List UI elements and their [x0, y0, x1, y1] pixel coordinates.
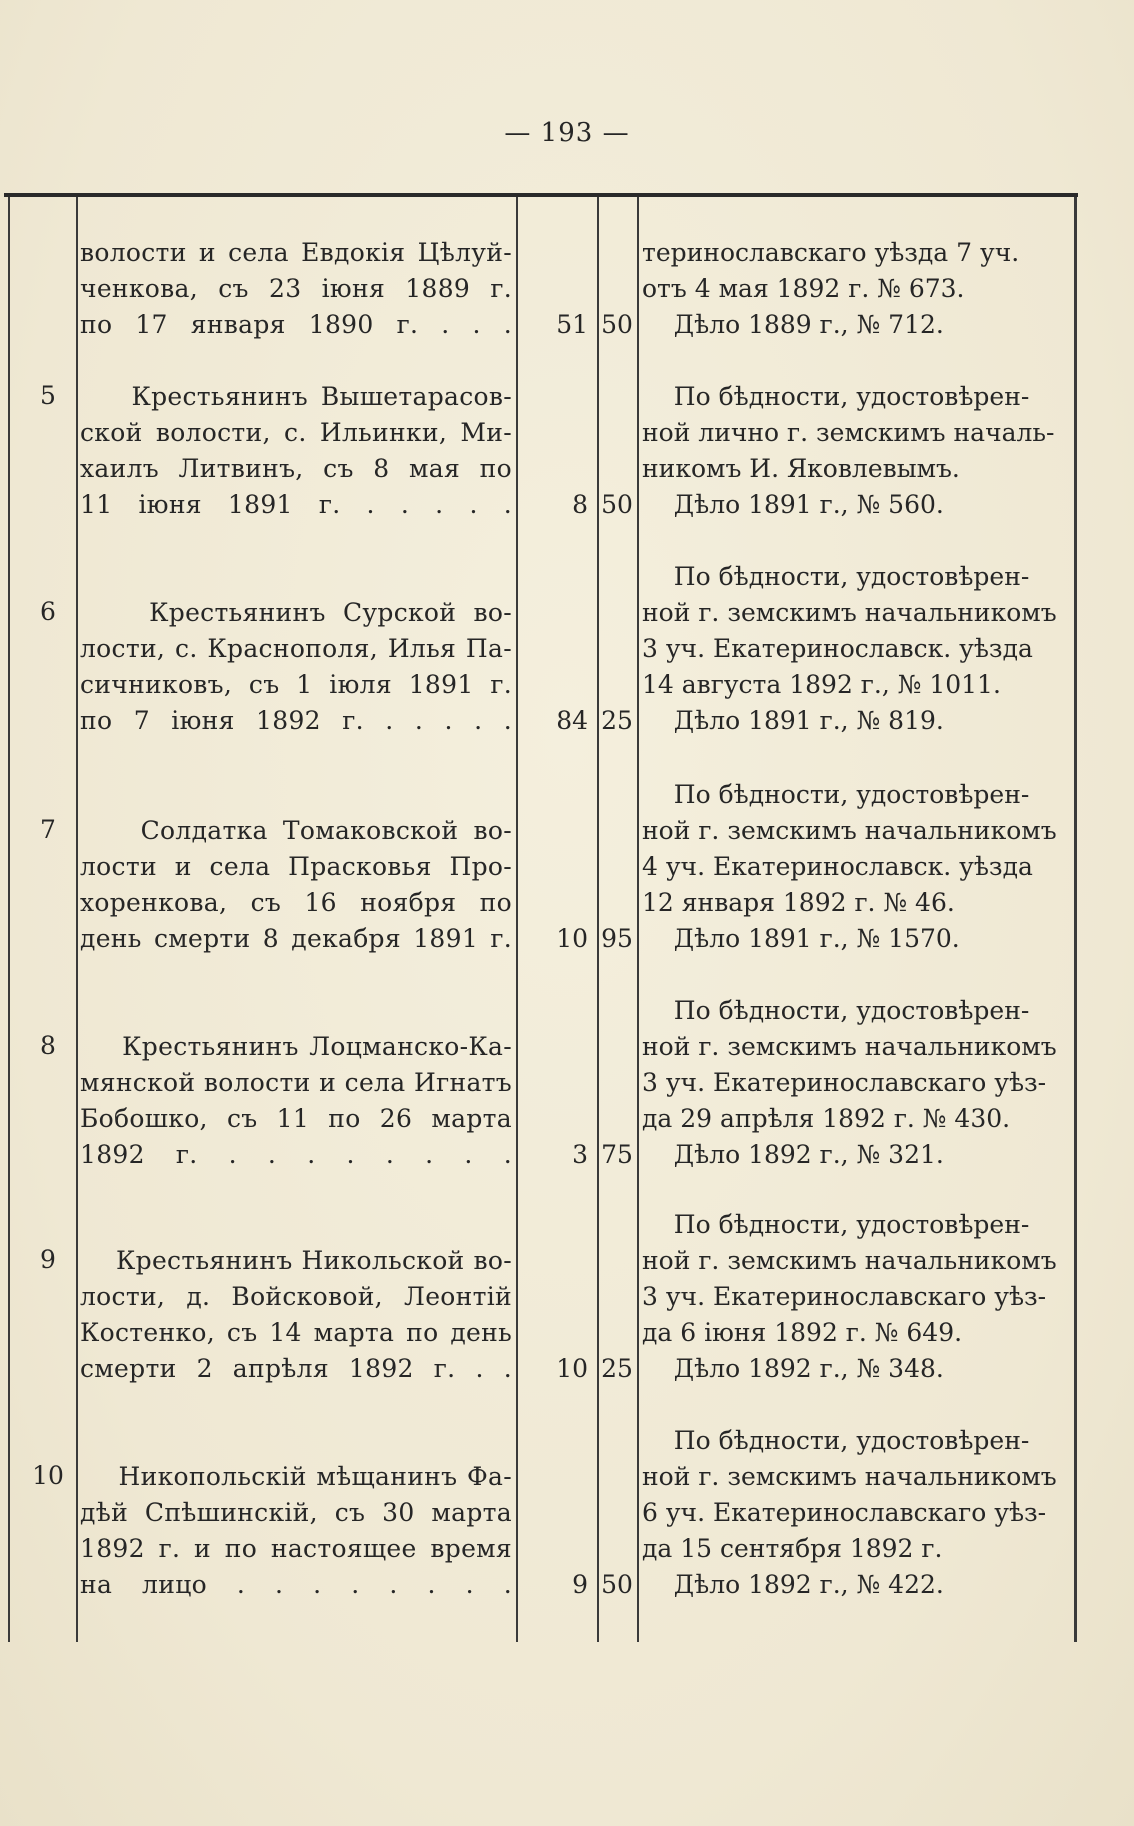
entry-number: 5: [40, 381, 56, 410]
amount-kopecks: 95: [601, 924, 633, 953]
amount-kopecks: 50: [601, 1570, 633, 1599]
amount-rubles: 3: [572, 1140, 588, 1169]
column-rule-num: [76, 197, 78, 1642]
entry-description: Крестьянинъ Никольской во- лости, д. Войсковой, Леонтій Костенко, съ 14 марта по день смерти 2 апрѣля 1892 г. . .: [80, 1246, 512, 1383]
entry-description: Крестьянинъ Лоцманско-Ка- мянской волости и села Игнатъ Бобошко, съ 11 по 26 марта 1892 г. . . . . . . . .: [80, 1032, 512, 1169]
table-top-rule: [4, 193, 1078, 197]
entry-note: По бѣдности, удостовѣрен- ной г. земскимъ начальникомъ 3 уч. Екатеринославскаго уѣз- да 29 апрѣля 1892 г. № 430. Дѣло 1892 г., № 321.: [642, 996, 1057, 1169]
entry-description: Никопольскій мѣщанинъ Фа- дѣй Спѣшинскій, съ 30 марта 1892 г. и по настоящее время на лицо . . . . . . . .: [80, 1462, 512, 1599]
column-rule-left: [8, 197, 10, 1642]
column-rule-kop: [637, 197, 639, 1642]
entry-number: 8: [40, 1031, 56, 1060]
entry-note: По бѣдности, удостовѣрен- ной г. земскимъ начальникомъ 3 уч. Екатеринославск. уѣзда 14 августа 1892 г., № 1011. Дѣло 1891 г., № 819.: [642, 562, 1057, 735]
entry-number: 6: [40, 597, 56, 626]
amount-kopecks: 50: [601, 310, 633, 339]
amount-rubles: 8: [572, 490, 588, 519]
column-rule-desc: [516, 197, 518, 1642]
amount-kopecks: 75: [601, 1140, 633, 1169]
entry-note: теринославскаго уѣзда 7 уч. отъ 4 мая 1892 г. № 673. Дѣло 1889 г., № 712.: [642, 238, 1020, 339]
amount-kopecks: 25: [601, 1354, 633, 1383]
amount-rubles: 51: [556, 310, 588, 339]
entry-description: волости и села Евдокія Цѣлуй- ченкова, съ 23 іюня 1889 г. по 17 января 1890 г. . . .: [80, 238, 512, 339]
amount-kopecks: 50: [601, 490, 633, 519]
entry-note: По бѣдности, удостовѣрен- ной г. земскимъ начальникомъ 3 уч. Екатеринославскаго уѣз- да 6 іюня 1892 г. № 649. Дѣло 1892 г., № 348.: [642, 1210, 1057, 1383]
entry-description: Крестьянинъ Сурской во- лости, с. Краснополя, Илья Па- сичниковъ, съ 1 іюля 1891 г. по 7 іюня 1892 г. . . . . .: [80, 598, 512, 735]
entry-number: 9: [40, 1245, 56, 1274]
column-rule-right: [1074, 197, 1077, 1642]
amount-kopecks: 25: [601, 706, 633, 735]
entry-note: По бѣдности, удостовѣрен- ной лично г. земскимъ началь- никомъ И. Яковлевымъ. Дѣло 1891 г., № 560.: [642, 382, 1055, 519]
column-rule-rub: [597, 197, 599, 1642]
entry-description: Крестьянинъ Вышетарасов- ской волости, с. Ильинки, Ми- хаилъ Литвинъ, съ 8 мая по 11 іюня 1891 г. . . . . .: [80, 382, 512, 519]
amount-rubles: 10: [556, 1354, 588, 1383]
entry-number: 10: [32, 1461, 64, 1490]
amount-rubles: 84: [556, 706, 588, 735]
entry-note: По бѣдности, удостовѣрен- ной г. земскимъ начальникомъ 4 уч. Екатеринославск. уѣзда 12 января 1892 г. № 46. Дѣло 1891 г., № 1570.: [642, 780, 1057, 953]
page-number: — 193 —: [504, 118, 630, 148]
entry-description: Солдатка Томаковской во- лости и села Прасковья Про- хоренкова, съ 16 ноября по день смерти 8 декабря 1891 г.: [80, 816, 512, 953]
amount-rubles: 9: [572, 1570, 588, 1599]
entry-number: 7: [40, 815, 56, 844]
amount-rubles: 10: [556, 924, 588, 953]
entry-note: По бѣдности, удостовѣрен- ной г. земскимъ начальникомъ 6 уч. Екатеринославскаго уѣз- да 15 сентября 1892 г. Дѣло 1892 г., № 422.: [642, 1426, 1057, 1599]
